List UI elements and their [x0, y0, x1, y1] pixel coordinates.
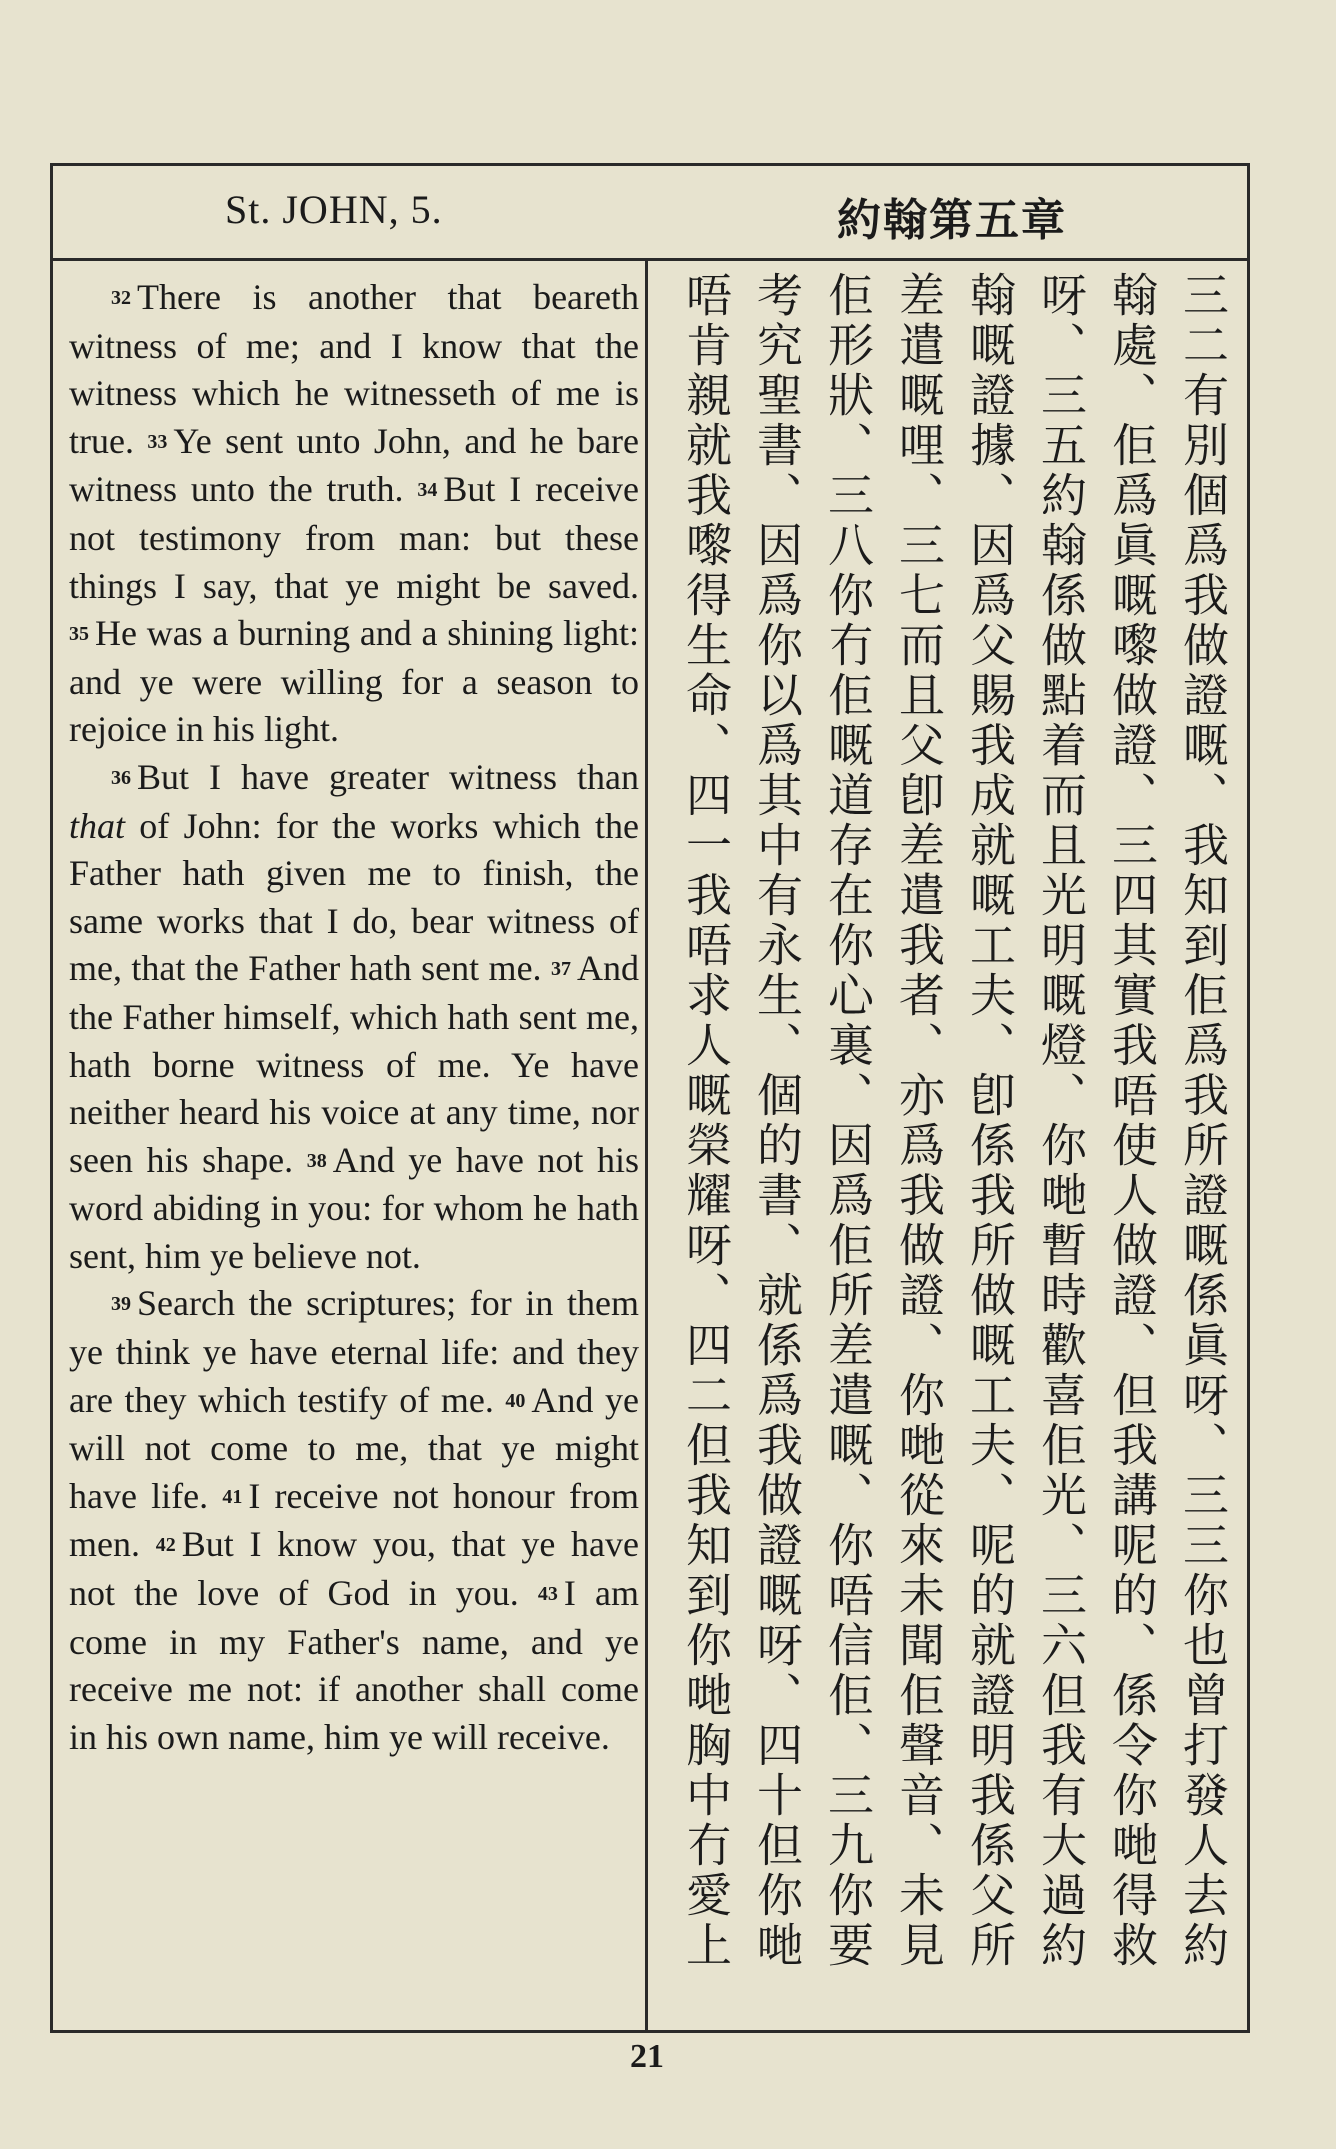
- english-paragraph: [69, 274, 639, 754]
- verse-text: of John: for the works which the Father hath given me to finish, the same works that I do, bear witness of me, that the Father hath sent me.: [69, 805, 639, 989]
- english-paragraph: [69, 1280, 639, 1761]
- verse-number: 35: [69, 623, 89, 646]
- verse-text: Ye sent unto John, and he bare witness unto the truth.: [69, 420, 640, 510]
- verse-text: Search the scriptures; for in them ye think ye have eternal life: and they are they which testify of me.: [69, 1283, 639, 1420]
- verse-text: I am come in my Father's name, and ye receive me not: if another shall come in his own name, him ye will receive.: [69, 1573, 640, 1757]
- verse-number: 41: [222, 1485, 243, 1508]
- verse-text: And the Father himself, which hath sent me, hath borne witness of me. Ye have neither heard his voice at any time, nor seen his shape.: [69, 948, 639, 1180]
- english-column: [69, 274, 639, 1761]
- verse-number: 33: [147, 430, 168, 453]
- verse-text: And ye will not come to me, that ye might have life.: [69, 1379, 639, 1516]
- verse-text: But I receive not testimony from man: but these things I say, that ye might be saved.: [69, 469, 639, 606]
- chinese-running-title: 約翰第五章: [837, 195, 1067, 246]
- page-number: 21: [630, 2038, 664, 2075]
- english-running-title: St. JOHN, 5.: [225, 187, 443, 232]
- verse-number: 39: [111, 1293, 131, 1316]
- verse-text: But I have greater witness than: [137, 756, 639, 797]
- verse-text: He was a burning and a shining light: and ye were willing for a season to rejoice in his light.: [69, 613, 639, 750]
- column-divider: [645, 258, 648, 2030]
- verse-number: 37: [551, 958, 571, 981]
- verse-number: 43: [537, 1583, 558, 1606]
- verse-number: 42: [155, 1534, 176, 1557]
- verse-text: And ye have not his word abiding in you: for whom he hath sent, him ye believe not.: [69, 1139, 640, 1276]
- italic-word: that: [69, 805, 126, 846]
- verse-text: But I know you, that ye have not the love of God in you.: [69, 1524, 640, 1614]
- verse-text: I receive not honour from men.: [69, 1475, 639, 1565]
- page-frame: [50, 163, 1250, 2033]
- verse-number: 32: [111, 287, 131, 309]
- verse-number: 38: [306, 1149, 327, 1172]
- verse-text: There is another that beareth witness of me; and I know that the witness which he witnesseth of me is true.: [69, 277, 639, 461]
- running-header: [53, 166, 1247, 261]
- verse-number: 34: [417, 479, 438, 502]
- verse-number: 36: [111, 766, 131, 789]
- english-paragraph: [69, 754, 639, 1281]
- chinese-column: 三二有別個爲我做證嘅、我知到佢爲我所證嘅係眞呀、三三你也曾打發人去約翰處、佢爲眞嘅嚟做證、三四其實我唔使人做證、但我講呢的、係令你哋得救呀、三五約翰係做點着而且光明嘅燈、你哋暫時歡喜佢光、三六但我有大過約翰嘅證據、因爲父賜我成就嘅工夫、卽係我所做嘅工夫、呢的就證明我係父所差遣嘅哩、三七而且父卽差遣我者、亦爲我做證、你哋從來未聞佢聲音、未見佢形狀、三八你冇佢嘅道存在你心裏、因爲佢所差遣嘅、你唔信佢、三九你要考究聖書、因爲你以爲其中有永生、個的書、就係爲我做證嘅呀、四十但你哋唔肯親就我嚟得生命、四一我唔求人嘅榮耀呀、四二但我知到你哋胸中冇愛上: [679, 271, 1230, 1971]
- verse-number: 40: [505, 1389, 526, 1412]
